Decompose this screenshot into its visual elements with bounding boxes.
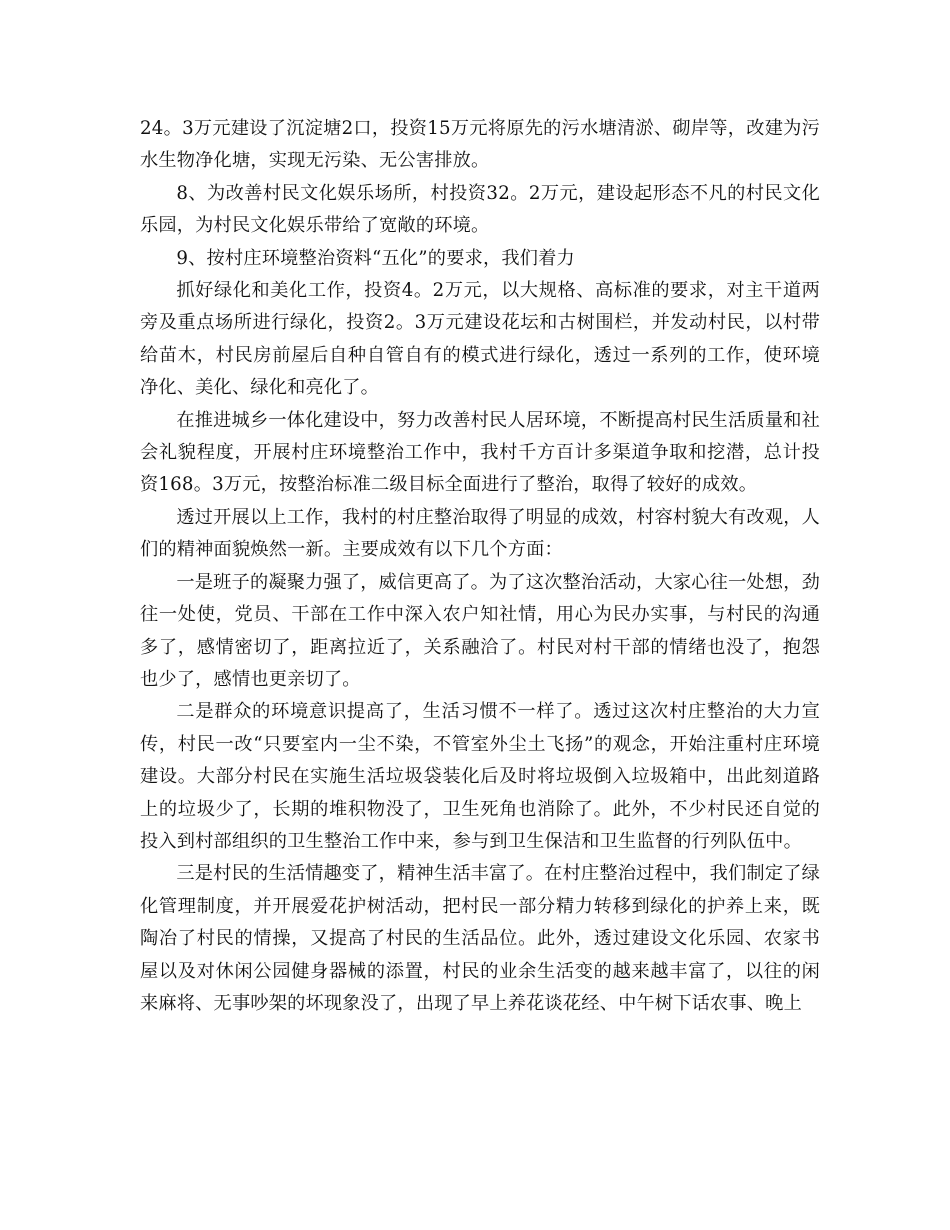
paragraph-sewage-treatment: 24。3万元建设了沉淀塘2口，投资15万元将原先的污水塘清淤、砌岸等，改建为污水生物净化塘，实现无污染、无公害排放。 [140,118,820,172]
paragraph-five-goals: 9、按村庄环境整治资料“五化”的要求，我们着力 [176,247,575,269]
paragraph-results-intro: 透过开展以上工作，我村的村庄整治取得了明显的成效，村容村貌大有改观，人们的精神面貌焕然一新。主要成效有以下几个方面： [140,506,820,561]
paragraph-total-investment: 在推进城乡一体化建设中，努力改善村民人居环境，不断提高村民生活质量和社会礼貌程度，开展村庄环境整治工作中，我村千方百计多渠道争取和挖潜，总计投资168。3万元，按整治标准二级目标全面进行了整治，取得了较好的成效。 [140,409,820,496]
paragraph-team-cohesion: 一是班子的凝聚力强了，威信更高了。为了这次整治活动，大家心往一处想，劲往一处使，党员、干部在工作中深入农户知社情，用心为民办实事，与村民的沟通多了，感情密切了，距离拉近了，关系融洽了。村民对村干部的情绪也没了，抱怨也少了，感情也更亲切了。 [140,571,820,690]
paragraph-culture-park: 8、为改善村民文化娱乐场所，村投资32。2万元，建设起形态不凡的村民文化乐园，为村民文化娱乐带给了宽敞的环境。 [140,182,820,237]
document-page [140,113,820,1020]
paragraph-cultural-life: 三是村民的生活情趣变了，精神生活丰富了。在村庄整治过程中，我们制定了绿化管理制度，并开展爱花护树活动，把村民一部分精力转移到绿化的护养上来，既陶冶了村民的情操，又提高了村民的生活品位。此外，透过建设文化乐园、农家书屋以及对休闲公园健身器械的添置，村民的业余生活变的越来越丰富了，以往的闲来麻将、无事吵架的坏现象没了，出现了早上养花谈花经、中午树下话农事、晚上 [140,863,820,1014]
paragraph-environment-awareness: 二是群众的环境意识提高了，生活习惯不一样了。透过这次村庄整治的大力宣传，村民一改“只要室内一尘不染，不管室外尘土飞扬”的观念，开始注重村庄环境建设。大部分村民在实施生活垃圾袋装化后及时将垃圾倒入垃圾箱中，出此刻道路上的垃圾少了，长期的堆积物没了，卫生死角也消除了。此外，不少村民还自觉的投入到村部组织的卫生整治工作中来，参与到卫生保洁和卫生监督的行列队伍中。 [140,701,820,852]
paragraph-greening: 抓好绿化和美化工作，投资4。2万元，以大规格、高标准的要求，对主干道两旁及重点场所进行绿化，投资2。3万元建设花坛和古树围栏，并发动村民，以村带给苗木，村民房前屋后自种自管自有的模式进行绿化，透过一系列的工作，使环境净化、美化、绿化和亮化了。 [140,280,820,399]
